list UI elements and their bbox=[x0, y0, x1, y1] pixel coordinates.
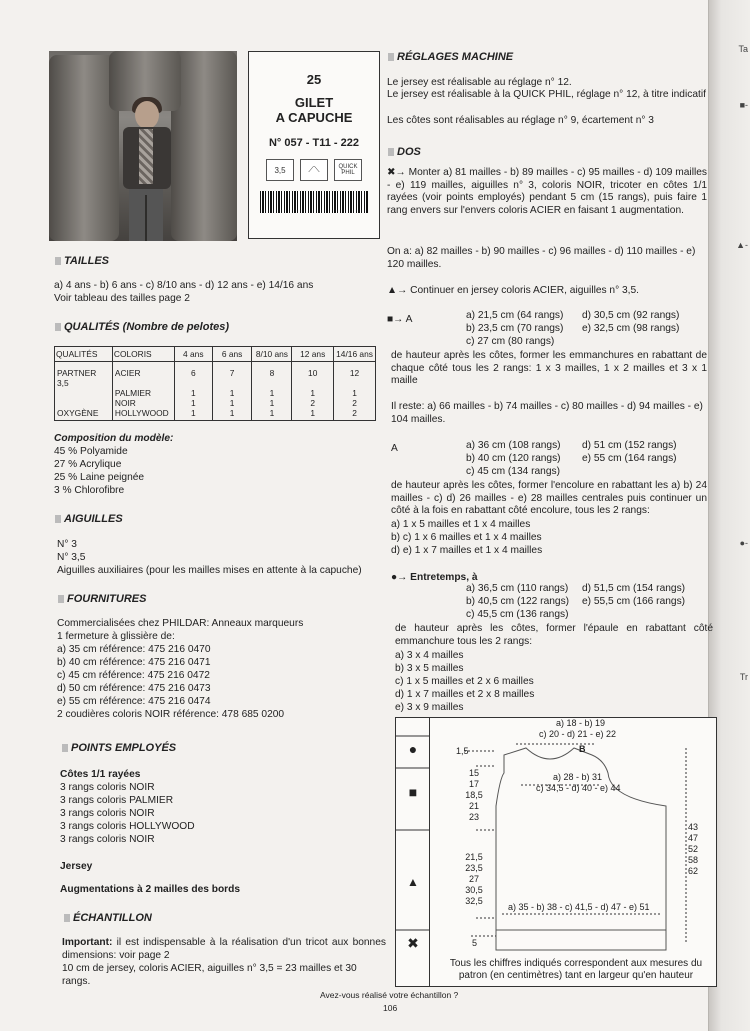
epaule-line: b) 3 x 5 mailles bbox=[395, 663, 464, 674]
jersey-title: Jersey bbox=[60, 861, 93, 872]
epaule-line: d) 1 x 7 mailles et 2 x 8 mailles bbox=[395, 689, 535, 700]
cotes-line: 3 rangs coloris NOIR bbox=[60, 808, 155, 819]
aiguilles-line: N° 3 bbox=[57, 539, 77, 550]
table-row: PARTNER 3,5 ACIER 6 7 8 10 12 bbox=[55, 362, 376, 389]
dos-paragraph: On a: a) 82 mailles - b) 90 mailles - c) 96 mailles - d) 110 mailles - e) 120 mailles. bbox=[387, 246, 696, 270]
tailles-line1: a) 4 ans - b) 6 ans - c) 8/10 ans - d) 12 ans - e) 14/16 ans bbox=[54, 280, 314, 291]
schema-dimension: 5 bbox=[472, 938, 478, 948]
aiguilles-line: Aiguilles auxiliaires (pour les mailles mises en attente à la capuche) bbox=[57, 565, 362, 576]
size-value: b) 40 cm (120 rangs) bbox=[466, 453, 561, 464]
size-value: e) 55,5 cm (166 rangs) bbox=[582, 596, 686, 607]
section-echantillon: ÉCHANTILLON bbox=[64, 912, 152, 924]
augment-title: Augmentations à 2 mailles des bords bbox=[60, 884, 241, 895]
cotes-line: 3 rangs coloris HOLLYWOOD bbox=[60, 821, 195, 832]
schema-label-b: B bbox=[579, 744, 586, 754]
page-number: 106 bbox=[383, 1003, 398, 1013]
dos-paragraph: de hauteur après les côtes, former l'encolure en rabattant les a) b) 24 mailles - c) d) 26 mailles - e) 28 mailles centrales puis continuer un côté à la fois en rabattant côté encolure, tous les 2 rangs: bbox=[391, 480, 707, 517]
section-reglages: RÉGLAGES MACHINE bbox=[388, 51, 513, 63]
pattern-schema bbox=[395, 717, 717, 987]
dos-paragraph: ▲→ Continuer en jersey coloris ACIER, aiguilles n° 3,5. bbox=[387, 285, 639, 296]
fournitures-line: Commercialisées chez PHILDAR: Anneaux marqueurs bbox=[57, 618, 304, 629]
quick-phil-icon: QUICK PHIL bbox=[334, 159, 362, 181]
fournitures-line: 2 coudières coloris NOIR référence: 478 685 0200 bbox=[57, 709, 285, 720]
schema-dimension-column: 21,5 23,5 27 30,5 32,5 bbox=[465, 852, 483, 906]
composition-line: 3 % Chlorofibre bbox=[54, 485, 125, 496]
composition-line: 25 % Laine peignée bbox=[54, 472, 145, 483]
square-marker-icon: ■ bbox=[408, 784, 418, 800]
pattern-number: 25 bbox=[306, 72, 322, 87]
cotes-line: 3 rangs coloris PALMIER bbox=[60, 795, 174, 806]
size-value: c) 45 cm (134 rangs) bbox=[466, 466, 560, 477]
echantillon-line: 10 cm de jersey, coloris ACIER, aiguilles n° 3,5 = 23 mailles et 30 rangs. bbox=[62, 963, 357, 987]
size-value: a) 36,5 cm (110 rangs) bbox=[466, 583, 569, 594]
schema-dimension-column: 43 47 52 58 62 bbox=[687, 822, 698, 876]
table-header: 4 ans bbox=[174, 347, 212, 362]
fournitures-line: b) 40 cm référence: 475 216 0471 bbox=[57, 657, 211, 668]
tailles-line2: Voir tableau des tailles page 2 bbox=[54, 293, 190, 304]
fournitures-line: 1 fermeture à glissière de: bbox=[57, 631, 175, 642]
fournitures-line: c) 45 cm référence: 475 216 0472 bbox=[57, 670, 210, 681]
schema-dimension: c) 34,5 - d) 40 - e) 44 bbox=[536, 783, 621, 793]
size-value: d) 51,5 cm (154 rangs) bbox=[582, 583, 686, 594]
section-fournitures: FOURNITURES bbox=[58, 593, 146, 605]
size-value: e) 55 cm (164 rangs) bbox=[582, 453, 677, 464]
dos-paragraph: de hauteur après les côtes, former l'épaule en rabattant côté emmanchure tous les 2 rangs: bbox=[395, 623, 713, 647]
table-header: 8/10 ans bbox=[252, 347, 292, 362]
section-tailles: TAILLES bbox=[55, 255, 109, 267]
section-points: POINTS EMPLOYÉS bbox=[62, 742, 176, 754]
section-dos: DOS bbox=[388, 146, 421, 158]
table-header: QUALITÉS bbox=[55, 347, 113, 362]
reglages-line: Le jersey est réalisable au réglage n° 12. bbox=[387, 77, 572, 88]
encolure-line: b) c) 1 x 6 mailles et 1 x 4 mailles bbox=[391, 532, 542, 543]
model-photo bbox=[49, 51, 237, 241]
entretemps-label: ●→ Entretemps, à bbox=[391, 572, 478, 583]
square-marker: ■→ A bbox=[387, 314, 413, 325]
pattern-title-line2: A CAPUCHE bbox=[275, 110, 353, 125]
encolure-line: a) 1 x 5 mailles et 1 x 4 mailles bbox=[391, 519, 531, 530]
schema-dimension-column: 15 17 18,5 21 23 bbox=[465, 768, 483, 822]
size-value: c) 27 cm (80 rangs) bbox=[466, 336, 555, 347]
dos-paragraph: ✖→ Monter a) 81 mailles - b) 89 mailles - c) 95 mailles - d) 109 mailles - e) 119 mailles, aiguilles n° 3, coloris NOIR, tricoter en côtes 1/1 rayées (voir points employés) pendant 5 cm (15 rangs), puis faire 1 rang envers sur l'envers coloris ACIER en faisant 1 augmentation. bbox=[387, 167, 707, 216]
fournitures-line: e) 55 cm référence: 475 216 0474 bbox=[57, 696, 211, 707]
schema-dimension: a) 28 - b) 31 bbox=[553, 772, 603, 782]
triangle-marker-icon: ▲ bbox=[407, 875, 419, 889]
footer-question: Avez-vous réalisé votre échantillon ? bbox=[320, 990, 459, 1000]
size-value: a) 36 cm (108 rangs) bbox=[466, 440, 561, 451]
cotes-title: Côtes 1/1 rayées bbox=[60, 769, 141, 780]
table-row: NOIR 1 1 1 2 2 bbox=[55, 398, 376, 408]
schema-dimension: c) 20 - d) 21 - e) 22 bbox=[539, 729, 617, 739]
schema-dimension: a) 35 - b) 38 - c) 41,5 - d) 47 - e) 51 bbox=[508, 902, 650, 912]
table-header: 12 ans bbox=[292, 347, 334, 362]
size-value: d) 51 cm (152 rangs) bbox=[582, 440, 677, 451]
child-figure bbox=[121, 101, 171, 241]
schema-dimension: a) 18 - b) 19 bbox=[556, 718, 606, 728]
size-value: a) 21,5 cm (64 rangs) bbox=[466, 310, 564, 321]
composition-line: 27 % Acrylique bbox=[54, 459, 122, 470]
composition-line: 45 % Polyamide bbox=[54, 446, 128, 457]
fournitures-line: a) 35 cm référence: 475 216 0470 bbox=[57, 644, 211, 655]
barcode bbox=[260, 191, 368, 213]
size-value: b) 23,5 cm (70 rangs) bbox=[466, 323, 564, 334]
size-value: b) 40,5 cm (122 rangs) bbox=[466, 596, 570, 607]
echantillon-important: Important: il est indispensable à la réalisation d'un tricot aux bonnes dimensions: voir page 2 bbox=[62, 937, 386, 961]
table-row: OXYGÈNE HOLLYWOOD 1 1 1 1 2 bbox=[55, 408, 376, 421]
pattern-title-line1: GILET bbox=[294, 95, 334, 110]
cross-marker-icon: ✖ bbox=[407, 935, 419, 951]
reglages-line: Le jersey est réalisable à la QUICK PHIL, réglage n° 12, à titre indicatif bbox=[387, 89, 706, 100]
yarn-table bbox=[54, 346, 376, 421]
epaule-line: c) 1 x 5 mailles et 2 x 6 mailles bbox=[395, 676, 534, 687]
adjacent-page-edge: Ta ■- ▲- ●- Tr bbox=[708, 0, 750, 1031]
cotes-line: 3 rangs coloris NOIR bbox=[60, 834, 155, 845]
table-header: COLORIS bbox=[112, 347, 174, 362]
triangle-marker: A bbox=[391, 443, 398, 454]
schema-dimension: 1,5 bbox=[456, 746, 469, 756]
epaule-line: e) 3 x 9 mailles bbox=[395, 702, 464, 713]
size-value: c) 45,5 cm (136 rangs) bbox=[466, 609, 569, 620]
needle-icon: 3,5 bbox=[266, 159, 294, 181]
encolure-line: d) e) 1 x 7 mailles et 1 x 4 mailles bbox=[391, 545, 543, 556]
circle-marker-icon: ● bbox=[408, 741, 418, 757]
dos-paragraph: Il reste: a) 66 mailles - b) 74 mailles - c) 80 mailles - d) 94 mailles - e) 104 mailles. bbox=[391, 401, 703, 425]
cotes-line: 3 rangs coloris NOIR bbox=[60, 782, 155, 793]
back-panel-drawing bbox=[396, 718, 718, 988]
table-row: PALMIER 1 1 1 1 1 bbox=[55, 388, 376, 398]
section-aiguilles: AIGUILLES bbox=[55, 513, 123, 525]
fournitures-line: d) 50 cm référence: 475 216 0473 bbox=[57, 683, 211, 694]
table-header: 6 ans bbox=[212, 347, 252, 362]
machine-icon: ⟋⟍ bbox=[300, 159, 328, 181]
pattern-info-box bbox=[248, 51, 380, 239]
composition-heading: Composition du modèle: bbox=[54, 433, 174, 444]
pattern-reference: N° 057 - T11 - 222 bbox=[268, 137, 359, 149]
dos-paragraph: de hauteur après les côtes, former les emmanchures en rabattant de chaque côté tous les 2 rangs: 1 x 3 mailles, 1 x 2 mailles et 3 x 1 maille bbox=[391, 350, 707, 387]
epaule-line: a) 3 x 4 mailles bbox=[395, 650, 464, 661]
technique-icons bbox=[249, 159, 379, 181]
schema-note: Tous les chiffres indiqués correspondent aux mesures du patron (en centimètres) tant en largeur qu'en hauteur bbox=[449, 958, 703, 981]
section-qualites: QUALITÉS (Nombre de pelotes) bbox=[55, 321, 229, 333]
size-value: e) 32,5 cm (98 rangs) bbox=[582, 323, 680, 334]
aiguilles-line: N° 3,5 bbox=[57, 552, 86, 563]
reglages-line: Les côtes sont réalisables au réglage n° 9, écartement n° 3 bbox=[387, 115, 654, 126]
table-header: 14/16 ans bbox=[334, 347, 376, 362]
size-value: d) 30,5 cm (92 rangs) bbox=[582, 310, 680, 321]
